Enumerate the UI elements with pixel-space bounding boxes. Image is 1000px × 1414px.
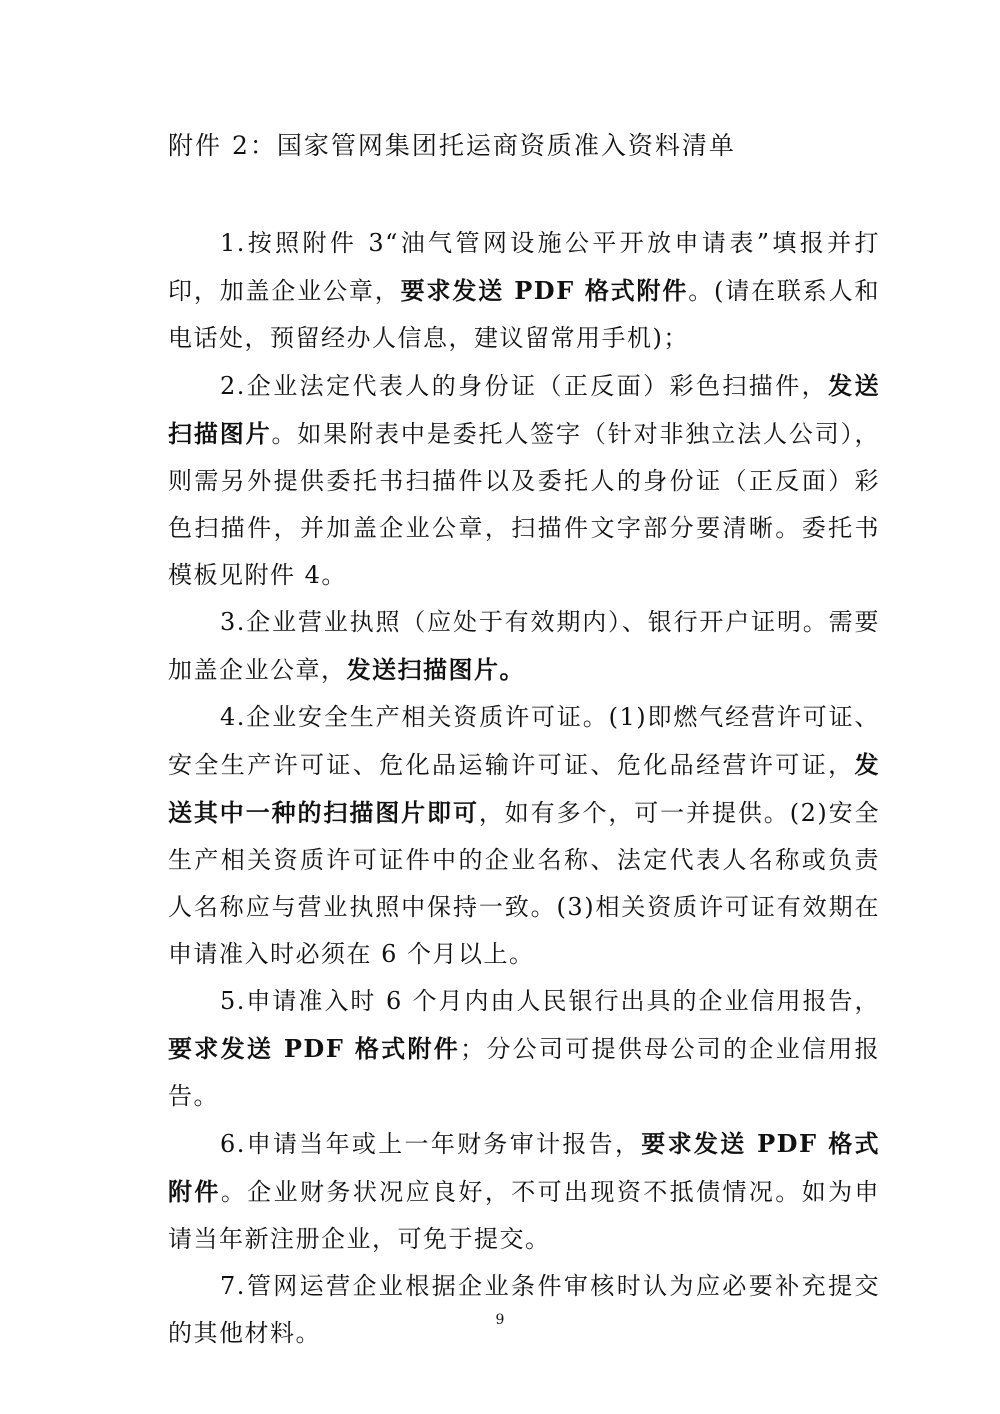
list-item xyxy=(168,220,880,362)
document-title: 附件 2：国家管网集团托运商资质准入资料清单 xyxy=(168,131,736,160)
text-run: 1.按照附件 3“油气管网设施公平开放申请表”填报并打印，加盖企业公章， xyxy=(168,229,880,305)
bold-text-run: 发送其中一种的扫描图片即可 xyxy=(168,750,880,827)
text-run: 。企业财务状况应良好，不可出现资不抵债情况。如为申请当年新注册企业，可免于提交。 xyxy=(168,1178,881,1253)
list-item xyxy=(168,1120,880,1263)
bold-text-run: 要求发送 PDF 格式附件 xyxy=(168,1034,461,1063)
text-run: 7.管网运营企业根据企业条件审核时认为应必要补充提交的其他材料。 xyxy=(168,1272,880,1347)
document-body xyxy=(168,220,880,1357)
list-item xyxy=(168,978,880,1120)
list-item xyxy=(168,694,880,978)
text-run: ，如有多个，可一并提供。(2)安全生产相关资质许可证件中的企业名称、法定代表人名称或负责人名称应与营业执照中保持一致。(3)相关资质许可证有效期在申请准入时必须在 6 个月以上。 xyxy=(168,799,881,968)
list-item xyxy=(168,599,880,694)
text-run: 4.企业安全生产相关资质许可证。(1)即燃气经营许可证、安全生产许可证、危化品运输许可证、危化品经营许可证， xyxy=(168,703,880,779)
bold-text-run: 发送扫描图片 xyxy=(168,371,880,448)
bold-text-run: 要求发送 PDF 格式附件 xyxy=(400,276,689,305)
bold-text-run: 要求发送 PDF 格式附件 xyxy=(168,1129,881,1206)
text-run: 。如果附表中是委托人签字（针对非独立法人公司），则需另外提供委托书扫描件以及委托人的身份证（正反面）彩色扫描件，并加盖企业公章，扫描件文字部分要清晰。委托书模板见附件 4。 xyxy=(168,420,881,589)
text-run: 。(请在联系人和电话处，预留经办人信息，建议留常用手机)； xyxy=(168,277,880,352)
text-run: 2.企业法定代表人的身份证（正反面）彩色扫描件， xyxy=(220,372,829,400)
bold-text-run: 发送扫描图片。 xyxy=(346,655,525,684)
page-number: 9 xyxy=(495,1312,505,1328)
list-item xyxy=(168,362,880,599)
text-run: 3.企业营业执照（应处于有效期内）、银行开户证明。需要加盖企业公章， xyxy=(168,608,880,684)
text-run: 5.申请准入时 6 个月内由人民银行出具的企业信用报告， xyxy=(220,987,880,1015)
text-run: ；分公司可提供母公司的企业信用报告。 xyxy=(168,1035,881,1110)
text-run: 6.申请当年或上一年财务审计报告， xyxy=(220,1130,642,1158)
